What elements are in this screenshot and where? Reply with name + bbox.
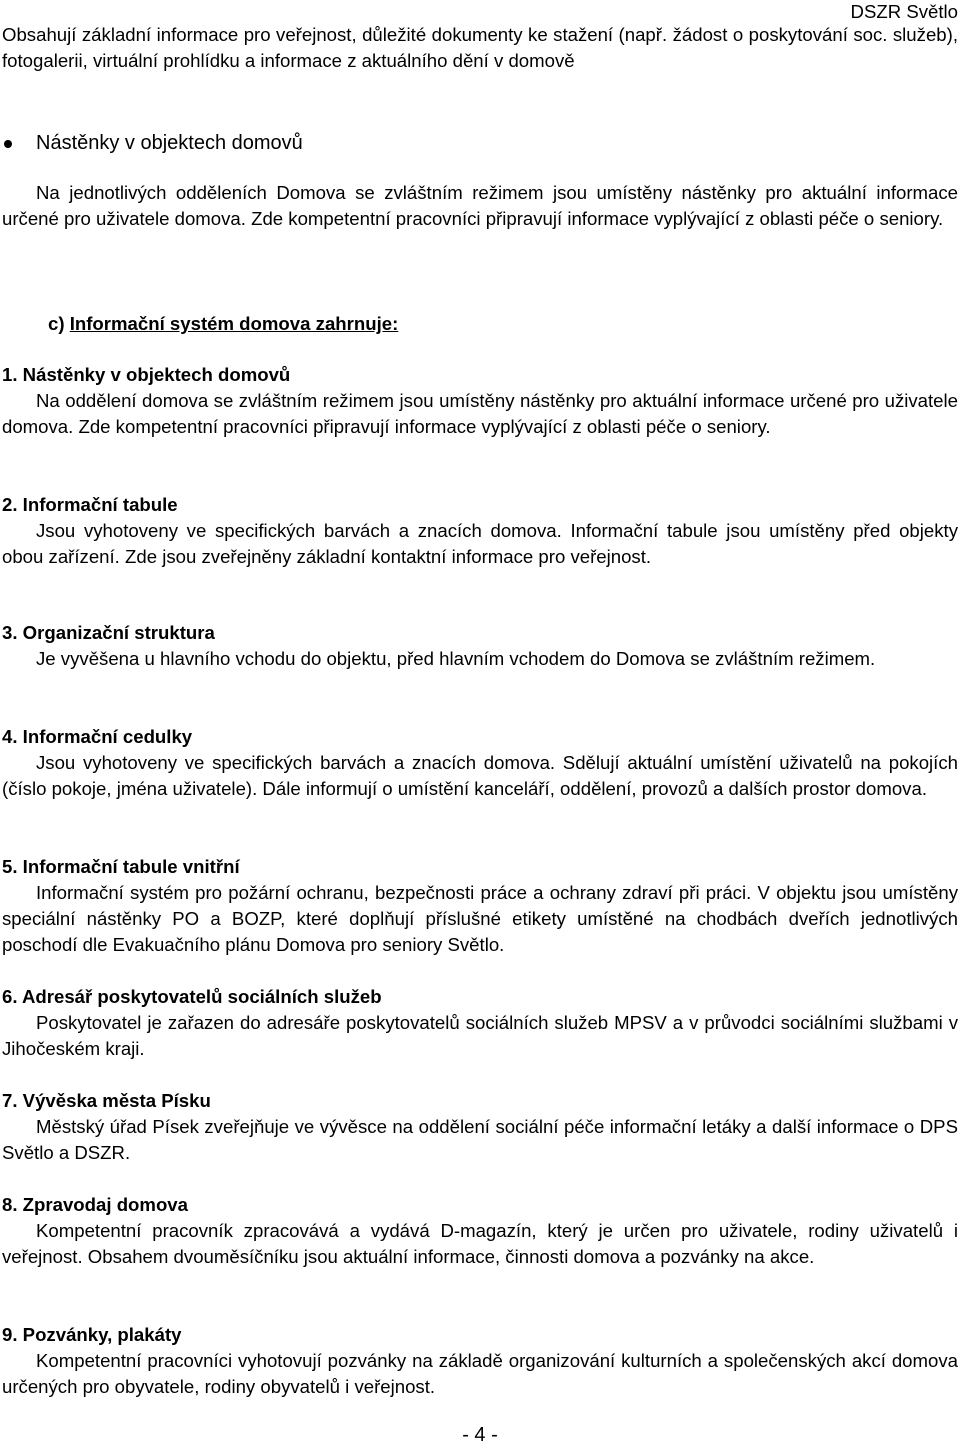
item-title: 2. Informační tabule [2, 494, 178, 515]
item-text: Jsou vyhotoveny ve specifických barvách a znacích domova. Sdělují aktuální umístění uživatelů na pokojích (číslo pokoje, jména uživatele). Dále informují o umístění kanceláří, oddělení, provozů a dalších prostor domova. [2, 752, 958, 799]
item-text: Městský úřad Písek zveřejňuje ve vývěsce na oddělení sociální péče informační letáky a další informace o DPS Světlo a DSZR. [2, 1116, 958, 1163]
item-title: 4. Informační cedulky [2, 726, 193, 747]
header-label: DSZR Světlo [850, 1, 958, 22]
list-item [2, 1192, 958, 1270]
item-title: 6. Adresář poskytovatelů sociálních služeb [2, 986, 382, 1007]
list-item [2, 724, 958, 802]
list-item [2, 984, 958, 1062]
item-title: 5. Informační tabule vnitřní [2, 856, 240, 877]
item-text: Kompetentní pracovníci vyhotovují pozvánky na základě organizování kulturních a společenských akcí domova určených pro obyvatele, rodiny obyvatelů i veřejnost. [2, 1350, 958, 1397]
list-item [2, 1322, 958, 1400]
section-prefix: c) [48, 313, 65, 334]
list-item [2, 362, 958, 440]
list-item [2, 854, 958, 958]
item-title: 8. Zpravodaj domova [2, 1194, 188, 1215]
section-title: Informační systém domova zahrnuje: [69, 313, 399, 334]
bullet-title: Nástěnky v objektech domovů [36, 132, 303, 154]
item-title: 9. Pozvánky, plakáty [2, 1324, 182, 1345]
item-title: 3. Organizační struktura [2, 622, 215, 643]
list-item [2, 620, 958, 672]
item-text: Je vyvěšena u hlavního vchodu do objektu, před hlavním vchodem do Domova se zvláštním režimem. [36, 648, 876, 669]
item-text: Na oddělení domova se zvláštním režimem jsou umístěny nástěnky pro aktuální informace určené pro uživatele domova. Zde kompetentní pracovníci připravují informace vyplývající z oblasti péče o seniory. [2, 390, 958, 437]
list-item [2, 492, 958, 570]
bullet-paragraph: Na jednotlivých odděleních Domova se zvláštním režimem jsou umístěny nástěnky pro aktuální informace určené pro uživatele domova. Zde kompetentní pracovníci připravují informace vyplývající z oblasti péče o seniory. [2, 182, 958, 229]
bullet-icon [4, 140, 12, 148]
item-text: Kompetentní pracovník zpracovává a vydává D-magazín, který je určen pro uživatele, rodiny uživatelů i veřejnost. Obsahem dvouměsíčníku jsou aktuální informace, činnosti domova a pozvánky na akce. [2, 1220, 958, 1267]
section-heading [48, 311, 398, 337]
item-text: Poskytovatel je zařazen do adresáře poskytovatelů sociálních služeb MPSV a v průvodci sociálními službami v Jihočeském kraji. [2, 1012, 958, 1059]
item-text: Informační systém pro požární ochranu, bezpečnosti práce a ochrany zdraví při práci. V objektu jsou umístěny speciální nástěnky PO a BOZP, které doplňují příslušné etikety umístěné na chodbách dveřích jednotlivých poschodí dle Evakuačního plánu Domova pro seniory Světlo. [2, 882, 958, 955]
item-text: Jsou vyhotoveny ve specifických barvách a znacích domova. Informační tabule jsou umístěny před objekty obou zařízení. Zde jsou zveřejněny základní kontaktní informace pro veřejnost. [2, 520, 958, 567]
page-number: - 4 - [462, 1424, 498, 1446]
item-title: 7. Vývěska města Písku [2, 1090, 211, 1111]
item-title: 1. Nástěnky v objektech domovů [2, 364, 291, 385]
list-item [2, 1088, 958, 1166]
intro-paragraph: Obsahují základní informace pro veřejnost, důležité dokumenty ke stažení (např. žádost o poskytování soc. služeb), fotogalerii, virtuální prohlídku a informace z aktuálního dění v domově [2, 24, 958, 71]
